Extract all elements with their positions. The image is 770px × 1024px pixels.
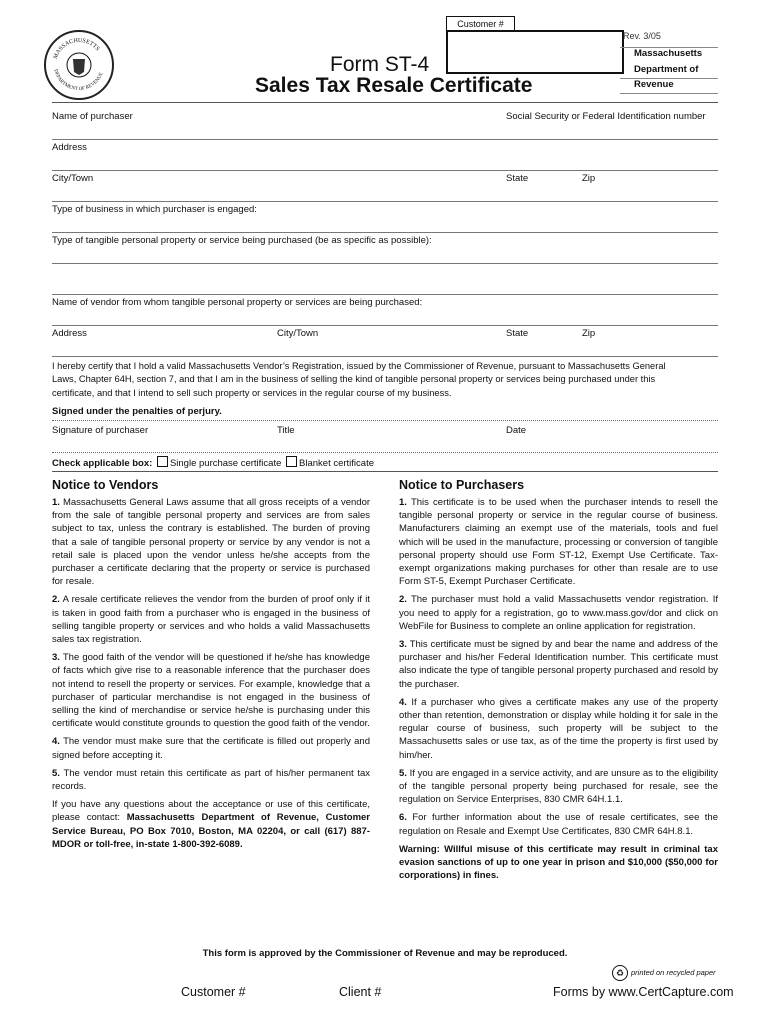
seal-text-top: MASSACHUSETTS <box>52 37 101 60</box>
vendor-notice-3: 3. The good faith of the vendor will be questioned if he/she has knowledge of facts which give rise to a reasonable inference that the purchaser does not intend to resell the property or services. For example, knowledge that a purchaser of particular merchandise is not engaged in the business of selling the kind of merchandise or service he/she is purchasing under this certificate would constitute grounds to question the good faith of the vendor. <box>52 652 370 730</box>
vendor-city-label: City/Town <box>277 328 319 339</box>
blanket-checkbox[interactable] <box>286 456 297 467</box>
form-title: Sales Tax Resale Certificate <box>255 74 533 97</box>
vendor-notice-1: 1. Massachusetts General Laws assume that all gross receipts of a vendor from the sale of tangible personal property and services are from sales subject to tax, unless the contrary is established. The burden of proving that a sale of tangible personal property or service by any vendor is not a retail sale is placed upon the vendor unless he/she accepts from the purchaser a certificate declaring that the property or service is purchased for resale. <box>52 497 371 588</box>
address-label: Address <box>52 142 87 153</box>
customer-number-tag: Customer # <box>446 16 515 31</box>
vendor-state-label: State <box>506 328 529 339</box>
vendor-address-label: Address <box>52 328 87 339</box>
state-label: State <box>506 173 529 184</box>
signature-label: Signature of purchaser <box>52 425 149 436</box>
warning-text: Warning: Willful misuse of this certificate may result in criminal tax evasion sanctions of up to one year in prison and $10,000 ($50,000 for corporations) in fines. <box>399 843 718 882</box>
check-applicable-box <box>52 456 374 469</box>
zip-label: Zip <box>582 173 596 184</box>
blanket-label: Blanket certificate <box>299 458 374 469</box>
single-purchase-checkbox[interactable] <box>157 456 168 467</box>
notice-to-vendors-heading: Notice to Vendors <box>52 478 159 492</box>
signature-dotted-rule <box>52 420 718 421</box>
dor-line-1: Massachusetts <box>634 48 703 59</box>
vendor-zip-label: Zip <box>582 328 596 339</box>
vendor-notice-2: 2. A resale certificate relieves the vendor from the burden of proof only if it is taken in good faith from a purchaser who is engaged in the business of selling tangible property or services and who holds a valid Massachusetts sales tax registration. <box>52 594 370 646</box>
check-label: Check applicable box: <box>52 458 153 469</box>
section-rule <box>52 471 718 472</box>
city-state-zip-field[interactable] <box>52 201 718 202</box>
purchaser-notice-5: 5. If you are engaged in a service activity, and are unsure as to the eligibility of the tangible personal property being purchased for resale, see the regulation on Service Enterprises, 830 CMR 64H.1.1. <box>399 767 718 806</box>
forms-by-link[interactable]: Forms by www.CertCapture.com <box>553 985 734 999</box>
type-of-business-label: Type of business in which purchaser is engaged: <box>52 204 257 215</box>
form-number: Form ST-4 <box>330 53 430 76</box>
vendor-notice-5: 5. The vendor must retain this certificate as part of his/her permanent tax records. <box>52 767 371 793</box>
dor-line-2: Department of <box>634 63 699 75</box>
type-of-property-field[interactable] <box>52 263 718 264</box>
svg-text:MASSACHUSETTS <box>53 38 100 60</box>
notice-to-vendors <box>52 496 370 856</box>
type-of-property-label: Type of tangible personal property or service being purchased (be as specific as possible): <box>52 235 432 246</box>
dor-divider <box>620 78 718 79</box>
customer-number-field[interactable] <box>446 30 624 74</box>
notice-to-purchasers-heading: Notice to Purchasers <box>399 478 525 492</box>
ssn-fid-label: Social Security or Federal Identification number <box>506 111 706 122</box>
purchaser-notice-1: 1. This certificate is to be used when the purchaser intends to resell the tangible personal property or service in the regular course of business. Manufacturers claiming an exempt use of the materials, tools and fuel which will be used in the manufacture, processing or conversion of tangible personal property should use Form ST-12, Exempt Use Certificate. Tax-exempt organizations making purchases for other than resale are to use Form ST-5, Exempt Purchaser Certificate. <box>399 497 719 588</box>
recycled-paper-note: printed on recycled paper <box>631 968 716 977</box>
name-of-purchaser-label: Name of purchaser <box>52 111 133 122</box>
footer-client-number: Client # <box>339 985 382 999</box>
massachusetts-seal-icon <box>44 30 114 100</box>
type-of-business-field[interactable] <box>52 232 718 233</box>
address-field[interactable] <box>52 170 718 171</box>
certification-line: certificate, and that I intend to sell such property or services in the regular course of my business. <box>52 387 452 398</box>
type-of-property-field-2[interactable] <box>52 294 718 295</box>
purchaser-notice-2: 2. The purchaser must hold a valid Massachusetts vendor registration. If you need to apply for a registration, go to www.mass.gov/dor and click on WebFile for Business to complete an online application for registration. <box>399 594 719 632</box>
recycle-icon: ♻ <box>612 965 628 981</box>
vendor-contact: If you have any questions about the acceptance or use of this certificate, please contact: Massachusetts Department of Revenue, Customer Service Bureau, PO Box 7010, Boston, MA 02204, or call (617) 887-MDOR or toll-free, in-state 1-800-392-6089. <box>52 799 371 850</box>
seal-text-bottom: DEPARTMENT OF REVENUE <box>52 68 105 93</box>
purchaser-notice-3: 3. This certificate must be signed by and bear the name and address of the purchaser and his/her Federal Identification number. This certificate must also indicate the type of tangible personal property purchased and resold by the purchaser. <box>399 639 718 690</box>
vendor-notice-4: 4. The vendor must make sure that the certificate is filled out properly and signed before accepting it. <box>52 736 370 761</box>
dor-line-3: Revenue <box>634 79 674 90</box>
dor-name <box>634 46 702 93</box>
perjury-statement: Signed under the penalties of perjury. <box>52 406 222 417</box>
header-rule <box>52 102 718 103</box>
purchaser-notice-6: 6. For further information about the use of resale certificates, see the regulation on Resale and Exempt Use Certificates, 830 CMR 64H.8.1. <box>399 812 718 837</box>
single-purchase-label: Single purchase certificate <box>169 458 282 469</box>
dor-divider <box>620 93 718 94</box>
city-town-label: City/Town <box>52 173 94 184</box>
revision-date: Rev. 3/05 <box>623 31 661 41</box>
certification-text <box>52 360 722 400</box>
vendor-address-field[interactable] <box>52 356 718 357</box>
date-label: Date <box>506 425 527 436</box>
signature-field[interactable] <box>52 452 718 453</box>
vendor-name-field[interactable] <box>52 325 718 326</box>
name-of-purchaser-field[interactable] <box>52 139 718 140</box>
certification-line: I hereby certify that I hold a valid Massachusetts Vendor’s Registration, issued by the Commissioner of Revenue, pursuant to Massachusetts General <box>52 361 666 371</box>
certification-line: Laws, Chapter 64H, section 7, and that I am in the business of selling the kind of tangible personal property or services being purchased under this <box>52 374 656 385</box>
vendor-name-label: Name of vendor from whom tangible personal property or services are being purchased: <box>52 297 423 308</box>
notice-to-purchasers <box>399 496 718 887</box>
purchaser-notice-4: 4. If a purchaser who gives a certificate makes any use of the property other than retention, demonstration or display while holding it for sale in the regular course of business, such property will be subject to the Massachusetts sales or use tax, as of the time the property is first used by him/her. <box>399 696 719 761</box>
approval-statement: This form is approved by the Commissioner of Revenue and may be reproduced. <box>202 948 568 959</box>
title-label: Title <box>277 425 295 436</box>
footer-customer-number: Customer # <box>181 985 246 999</box>
